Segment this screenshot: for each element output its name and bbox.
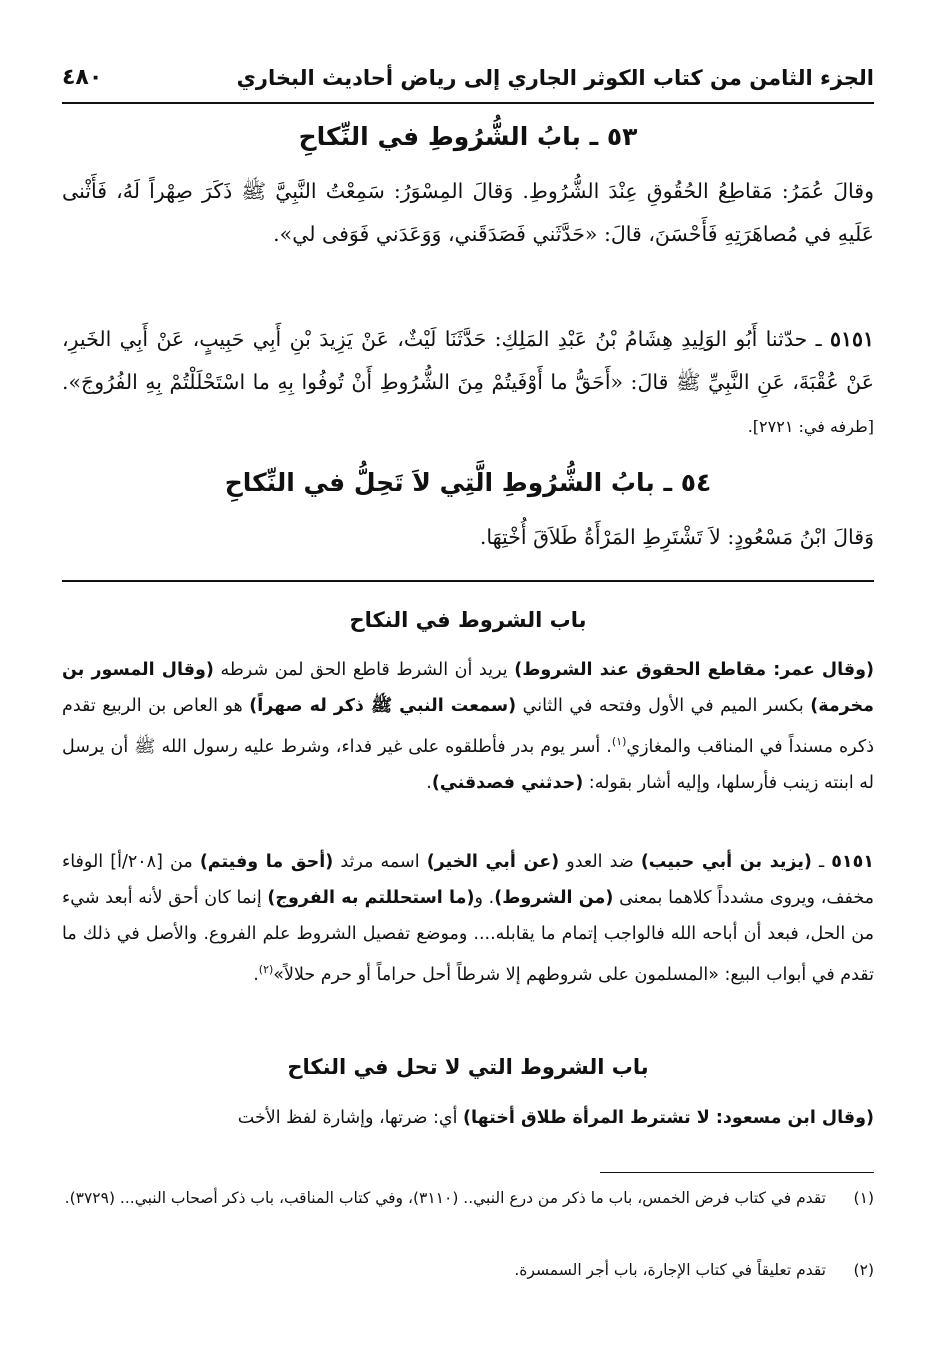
- chapter-54-text: وَقالَ ابْنُ مَسْعُودٍ: لاَ تَشْتَرِطِ المَرْأَةُ طَلاَقَ أُخْتِهَا.: [479, 525, 874, 549]
- text: ضد العدو: [559, 852, 641, 872]
- text: .: [253, 964, 259, 985]
- footnote-ref-1: (١): [611, 735, 627, 748]
- quote: (سمعت النبي ﷺ ذكر له صهراً): [249, 696, 517, 716]
- text: أي: ضرتها، وإشارة لفظ الأخت: [237, 1108, 464, 1128]
- text: ـ: [811, 852, 832, 872]
- running-header: [62, 62, 874, 104]
- hadith-5151: [62, 318, 874, 448]
- commentary-paragraph-3: [62, 1100, 874, 1136]
- commentary-heading-2: باب الشروط التي لا تحل في النكاح: [287, 1055, 649, 1079]
- text: .: [426, 772, 432, 793]
- matn-divider: [62, 580, 874, 582]
- chapter-53-text: وقالَ عُمَرُ: مَقاطِعُ الحُقُوقِ عِنْدَ الشُّرُوطِ. وَقالَ المِسْوَرُ: سَمِعْتُ النَّبِيَّ ﷺ ذَكَرَ صِهْراً لَهُ، فَأَثْنى عَلَيهِ في مُصاهَرَتِهِ فَأَحْسَنَ، قالَ: «حَدَّثَني فَصَدَقَني، وَوَعَدَني فَوَفى لي».: [62, 179, 874, 246]
- footnote-text: تقدم تعليقاً في كتاب الإجارة، باب أجر السمسرة.: [514, 1261, 826, 1279]
- quote: (حدثني فصدقني): [431, 772, 584, 793]
- page-number: ٤٨٠: [62, 65, 103, 90]
- hadith-number: ٥١٥١: [831, 852, 874, 872]
- commentary-heading-1: باب الشروط في النكاح: [349, 608, 587, 632]
- hadith-narration: ـ حدّثنا أَبُو الوَلِيدِ هِشَامُ بْنُ عَبْدِ المَلِكِ: حَدَّثَنَا لَيْثٌ، عَنْ يَزِيدَ بْنِ أَبِي حَبِيبٍ، عَنْ أَبِي الخَيرِ، عَنْ عُقْبَةَ، عَنِ النَّبِيِّ ﷺ قالَ: «أَحَقُّ ما أَوْفَيتُمْ مِنَ الشُّرُوطِ أَنْ تُوفُوا بِهِ ما اسْتَحْلَلْتُمْ بِهِ الفُرُوجَ».: [62, 327, 874, 394]
- text: . أسر يوم بدر فأطلقوه على غير فداء، وشرط عليه رسول الله ﷺ أن يرسل له ابنته زينب فأرسلها، وإليه أشار بقوله:: [62, 736, 874, 793]
- quote: (ما استحللتم به الفروج): [267, 888, 475, 908]
- text: يريد أن الشرط قاطع الحق لمن شرطه: [213, 660, 515, 680]
- text: هو العاص بن الربيع تقدم ذكره مسنداً في المناقب والمغازي: [62, 696, 874, 757]
- hadith-reference: [طرفه في: ٢٧٢١].: [747, 417, 874, 436]
- hadith-number: ٥١٥١: [829, 327, 874, 351]
- quote: (وقال عمر: مقاطع الحقوق عند الشروط): [514, 660, 875, 680]
- quote: (وقال ابن مسعود: لا تشترط المرأة طلاق أختها): [463, 1108, 874, 1128]
- footnote-text: تقدم في كتاب فرض الخمس، باب ما ذكر من درع النبي.. (٣١١٠)، وفي كتاب المناقب، باب ذكر أصحاب النبي... (٣٧٢٩).: [64, 1189, 826, 1207]
- quote: (وقال المسور بن مخرمة): [62, 660, 874, 716]
- quote: (من الشروط): [494, 888, 614, 908]
- footnote-ref-2: (٢): [258, 963, 274, 976]
- text: من [٢٠٨/أ] الوفاء مخفف، ويروى مشدداً كلاهما بمعنى: [62, 852, 874, 908]
- footnote-1: [62, 1184, 874, 1212]
- chapter-53-heading: ٥٣ ـ بابُ الشُّرُوطِ في النِّكاحِ: [298, 122, 638, 151]
- quote: (أحق ما وفيتم): [199, 852, 334, 872]
- footnote-marker: (١): [853, 1189, 874, 1207]
- text: . و: [474, 888, 495, 908]
- commentary-paragraph-1: [62, 652, 874, 801]
- chapter-54-heading: ٥٤ ـ بابُ الشُّرُوطِ الَّتِي لاَ تَحِلُّ في النِّكاحِ: [224, 468, 712, 497]
- running-header-title: الجزء الثامن من كتاب الكوثر الجاري إلى رياض أحاديث البخاري: [236, 66, 874, 90]
- text: اسمه مرثد: [333, 852, 427, 872]
- footnote-2: [62, 1256, 874, 1284]
- footnote-marker: (٢): [853, 1261, 874, 1279]
- quote: (عن أبي الخير): [426, 852, 560, 872]
- text: بكسر الميم في الأول وفتحه في الثاني: [516, 696, 811, 716]
- text: إنما كان أحق لأنه أبعد شيء من الحل، فبعد أن أباحه الله فالواجب إتمام ما يقابله.... وموضع تفصيل الشروط علم الفروع. والأصل في ذلك ما تقدم في أبواب البيع: «المسلمون على شروطهم إلا شرطاً أحل حراماً أو حرم حلالاً»: [62, 888, 874, 985]
- commentary-paragraph-2: [62, 844, 874, 993]
- quote: (يزيد بن أبي حبيب): [640, 852, 812, 872]
- footnote-divider: [600, 1172, 874, 1173]
